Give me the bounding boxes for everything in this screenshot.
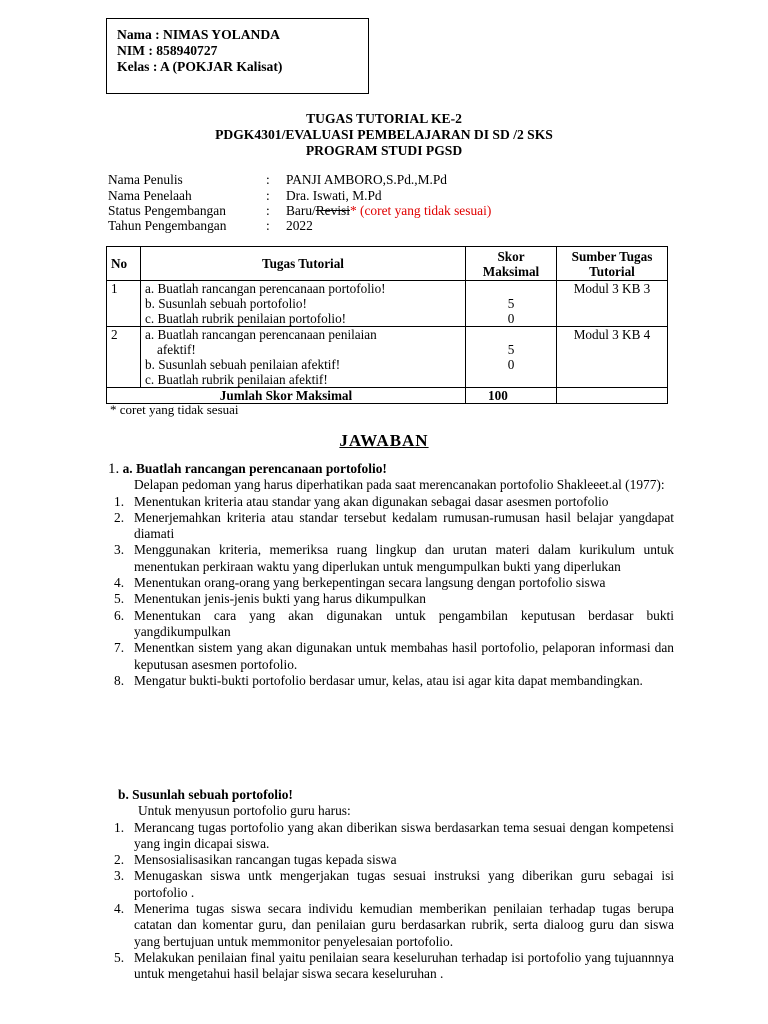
list-item: 5. Menentukan jenis-jenis bukti yang harus dikumpulkan: [114, 591, 426, 607]
meta-value: 2022: [286, 218, 313, 233]
table-row: [107, 327, 668, 388]
meta-value: PANJI AMBORO,S.Pd.,M.Pd: [286, 172, 447, 187]
answer-section-2: [110, 787, 674, 983]
score-digit: 0: [507, 311, 515, 326]
doc-title-line1: TUGAS TUTORIAL KE-2: [306, 111, 462, 126]
status-revisi-strike: Revisi: [315, 203, 350, 218]
score-digit: 5: [507, 342, 515, 357]
section-1-title-text: a. Buatlah rancangan perencanaan portofolio!: [122, 461, 387, 476]
list-item: 2. Menerjemahkan kriteria atau standar tersebut kedalam rumusan-rumusan hasil belajar yangdapat diamati: [114, 509, 674, 542]
header-skor: Skor Maksimal: [466, 247, 557, 281]
tutorial-task-table: [106, 246, 668, 404]
meta-colon: :: [266, 188, 270, 203]
task-item: a. Buatlah rancangan perencanaan penilaian: [145, 327, 377, 342]
row-source: Modul 3 KB 4: [557, 327, 668, 388]
task-item: afektif!: [157, 342, 196, 357]
meta-value-status: [286, 203, 491, 218]
list-item: 6. Menentukan cara yang akan digunakan untuk pengambilan keputusan berdasar bukti yangdikumpulkan: [114, 607, 674, 639]
answer-section-1: [110, 461, 674, 689]
task-item: a. Buatlah rancangan perencanaan portofolio!: [145, 281, 386, 296]
doc-title-line3: PROGRAM STUDI PGSD: [305, 143, 463, 158]
status-note: * (coret yang tidak sesuai): [349, 203, 492, 218]
meta-key: Status Pengembangan: [108, 203, 226, 218]
list-item: 8. Mengatur bukti-bukti portofolio berdasar umur, kelas, atau isi agar kita dapat membandingkan.: [114, 672, 643, 688]
list-item: 4. Menerima tugas siswa secara individu kemudian memberikan penilaian terhadap tugas berupa catatan dan komentar guru, dan penilaian guru berdasarkan rubrik, serta dialoog guru dan siswa yang bertujuan untuk memmonitor penyelesaian portofolio.: [114, 901, 674, 949]
section-2-list: [110, 820, 674, 983]
footnote: * coret yang tidak sesuai: [110, 402, 239, 417]
total-label: Jumlah Skor Maksimal: [107, 388, 466, 404]
meta-key: Nama Penulis: [108, 172, 183, 187]
header-sumber: Sumber Tugas Tutorial: [557, 247, 668, 281]
list-item: 4. Menentukan orang-orang yang berkepentingan secara langsung dengan portofolio siswa: [114, 575, 606, 591]
total-value: 100: [466, 388, 557, 404]
row-score: [466, 281, 557, 327]
list-item: 2. Mensosialisasikan rancangan tugas kepada siswa: [114, 852, 397, 868]
answer-heading: JAWABAN: [339, 431, 429, 450]
section-1-title: [108, 461, 674, 477]
student-class: Kelas : A (POKJAR Kalisat): [117, 59, 283, 74]
header-no: No: [107, 247, 141, 281]
row-no: 2: [107, 327, 141, 388]
row-no: 1: [107, 281, 141, 327]
table-header-row: [107, 247, 668, 281]
row-tasks: [141, 281, 466, 327]
doc-title-line2: PDGK4301/EVALUASI PEMBELAJARAN DI SD /2 SKS: [215, 127, 553, 142]
status-baru: Baru/: [286, 203, 316, 218]
row-score: [466, 327, 557, 388]
task-item: c. Buatlah rubrik penilaian afektif!: [145, 372, 328, 387]
student-name: Nama : NIMAS YOLANDA: [117, 27, 280, 42]
list-item: 1. Menentukan kriteria atau standar yang akan digunakan sebagai dasar asesmen portofolio: [114, 493, 609, 509]
score-digit: 0: [507, 357, 515, 372]
task-item: b. Susunlah sebuah portofolio!: [145, 296, 307, 311]
section-1-list: [110, 494, 674, 690]
student-identity-box: [106, 18, 369, 94]
task-item: b. Susunlah sebuah penilaian afektif!: [145, 357, 341, 372]
task-item: c. Buatlah rubrik penilaian portofolio!: [145, 311, 347, 326]
row-source: Modul 3 KB 3: [557, 281, 668, 327]
meta-key: Tahun Pengembangan: [108, 218, 227, 233]
list-item: 7. Menentkan sistem yang akan digunakan untuk membahas hasil portofolio, pelaporan informasi dan keputusan asesmen portofolio.: [114, 640, 674, 672]
meta-colon: :: [266, 218, 270, 233]
list-item: 3. Menugaskan siswa untk mengerjakan tugas sesuai instruksi yang diberikan guru sebagai isi portofolio .: [114, 868, 674, 900]
section-1-number: 1.: [108, 461, 120, 477]
row-tasks: [141, 327, 466, 388]
table-row: [107, 281, 668, 327]
total-empty-cell: [557, 388, 668, 404]
list-item: 5. Melakukan penilaian final yaitu penilaian seara keseluruhan terhadap isi portofolio yang tujuannnya untuk mengetahui hasil belajar siswa secara keseluruhan .: [114, 949, 674, 982]
score-digit: 5: [507, 296, 515, 311]
meta-value: Dra. Iswati, M.Pd: [286, 188, 382, 203]
list-item: 3. Menggunakan kriteria, memeriksa ruang lingkup dan urutan materi dalam kurikulum untuk menentukan perkiraan waktu yang diperlukan untuk mengumpulkan bukti yang diperlukan: [114, 542, 674, 574]
header-tugas: Tugas Tutorial: [141, 247, 466, 281]
section-2-intro: Untuk menyusun portofolio guru harus:: [138, 803, 351, 819]
section-2-title: b. Susunlah sebuah portofolio!: [118, 787, 293, 802]
meta-colon: :: [266, 203, 270, 218]
list-item: 1. Merancang tugas portofolio yang akan diberikan siswa berdasarkan tema sesuai dengan kompetensi yang ingin dicapai siswa.: [114, 819, 674, 851]
meta-colon: :: [266, 172, 270, 187]
student-nim: NIM : 858940727: [117, 43, 218, 58]
section-1-intro: Delapan pedoman yang harus diperhatikan pada saat merencanakan portofolio Shakleeet.al (1977):: [134, 477, 665, 493]
meta-key: Nama Penelaah: [108, 188, 192, 203]
